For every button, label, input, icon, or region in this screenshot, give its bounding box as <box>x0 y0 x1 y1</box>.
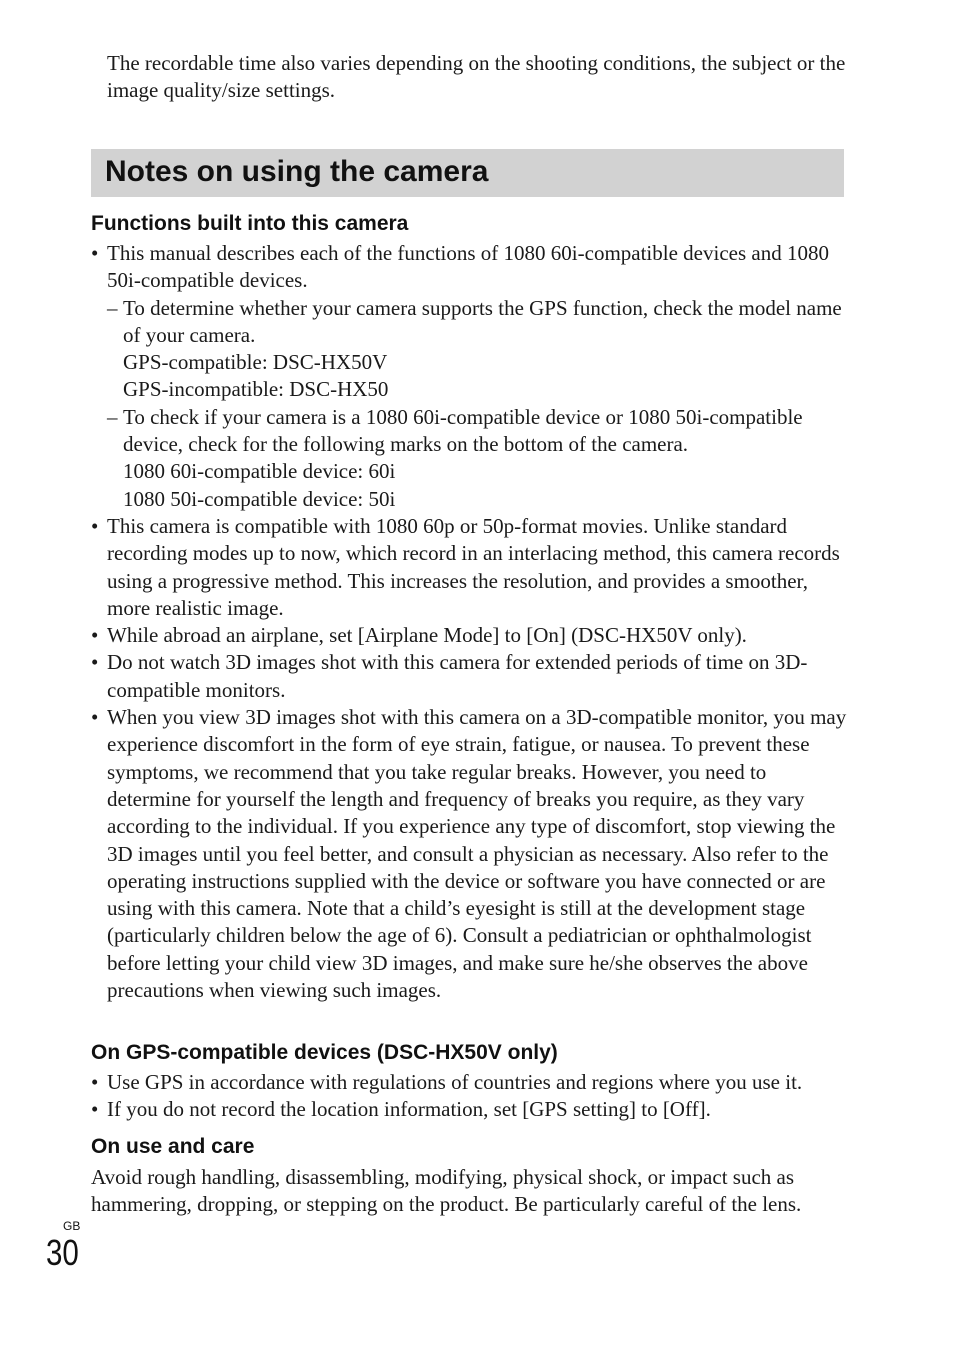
care-paragraph: Avoid rough handling, disassembling, modifying, physical shock, or impact such as hammering, dropping, or stepping on the product. Be particularly careful of the lens. <box>91 1165 802 1216</box>
section-title: Notes on using the camera <box>105 155 489 188</box>
list-item: • This manual describes each of the functions of 1080 60i-compatible devices and 1080 50i-compatible devices. <box>91 240 851 295</box>
intro-paragraph: The recordable time also varies depending on the shooting conditions, the subject or the image quality/size settings. <box>107 51 846 102</box>
sub-list-item: – To determine whether your camera supports the GPS function, check the model name of your camera. <box>91 295 851 350</box>
language-code: GB <box>63 1219 81 1233</box>
model-line: GPS-incompatible: DSC-HX50 <box>123 377 389 402</box>
list-item: • Do not watch 3D images shot with this camera for extended periods of time on 3D-compatible monitors. <box>91 649 851 704</box>
section-header-bar <box>91 149 844 197</box>
page-number: 30 <box>46 1232 79 1273</box>
list-item: • While abroad an airplane, set [Airplane Mode] to [On] (DSC-HX50V only). <box>91 622 851 649</box>
heading-functions: Functions built into this camera <box>91 212 409 235</box>
functions-list <box>91 240 851 1004</box>
model-line: GPS-compatible: DSC-HX50V <box>123 350 388 375</box>
list-item: • Use GPS in accordance with regulations of countries and regions where you use it. <box>91 1069 851 1096</box>
list-item: • If you do not record the location information, set [GPS setting] to [Off]. <box>91 1096 851 1123</box>
sub-list-item: – To check if your camera is a 1080 60i-compatible device or 1080 50i-compatible device, check for the following marks on the bottom of the camera. <box>91 404 851 459</box>
mark-line: 1080 50i-compatible device: 50i <box>123 486 396 511</box>
list-item: • This camera is compatible with 1080 60p or 50p-format movies. Unlike standard recording modes up to now, which record in an interlacing method, this camera records using a progressive method. This increases the resolution, and provides a smoother, more realistic image. <box>91 513 851 622</box>
list-item: • When you view 3D images shot with this camera on a 3D-compatible monitor, you may experience discomfort in the form of eye strain, fatigue, or nausea. To prevent these symptoms, we recommend that you take regular breaks. However, you need to determine for yourself the length and frequency of breaks you require, as they vary according to the individual. If you experience any type of discomfort, stop viewing the 3D images until you feel better, and consult a physician as necessary. Also refer to the operating instructions supplied with the device or software you have connected or are using with this camera. Note that a child’s eyesight is still at the development stage (particularly children below the age of 6). Consult a pediatrician or ophthalmologist before letting your child view 3D images, and make sure he/she observes the above precautions when viewing such images. <box>91 704 851 1004</box>
gps-list <box>91 1069 851 1124</box>
mark-line: 1080 60i-compatible device: 60i <box>123 459 396 484</box>
heading-gps: On GPS-compatible devices (DSC-HX50V only) <box>91 1041 558 1064</box>
heading-use-and-care: On use and care <box>91 1135 255 1158</box>
